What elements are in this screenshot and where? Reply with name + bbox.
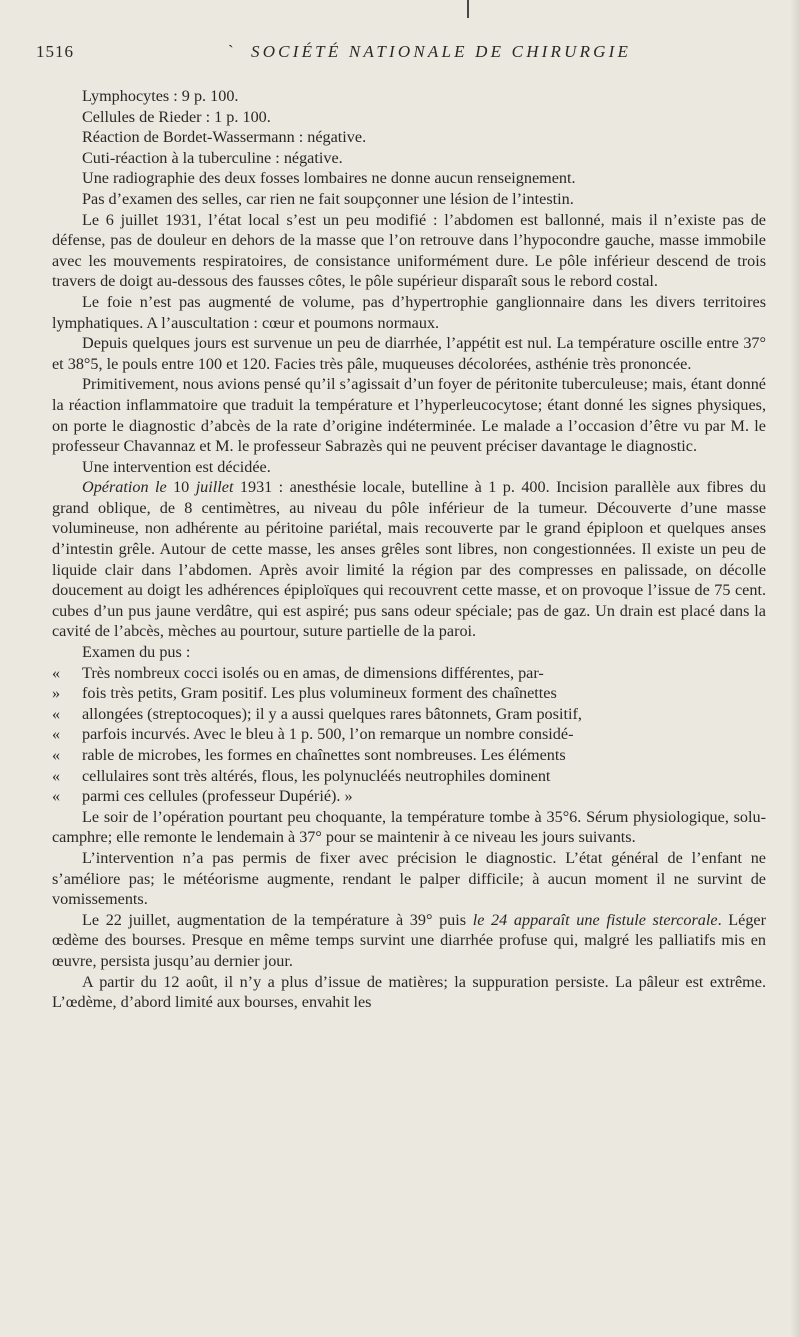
paragraph-primitivement: Primitivement, nous avions pensé qu’il s’agissait d’un foyer de péritonite tuberculeuse; mais, étant donné la réaction inflammatoire que traduit la température et l’hyperleucocytose; étant donné les signes physiques, on porte le diagnostic d’abcès de la rate d’origine indéterminée. Le malade a l’occasion d’être vu par M. le professeur Chavannaz et M. le professeur Sabrazès qui ne peuvent préciser davantage le diagnostic. [52, 375, 766, 456]
operation-year: 1931 [239, 478, 273, 497]
paragraph-lymphocytes: Lymphocytes : 9 p. 100. [82, 87, 239, 105]
paragraph-bordet: Réaction de Bordet-Wassermann : négative. [82, 128, 367, 147]
operation-lead-1: Opération le [82, 478, 167, 497]
paragraph-12-aout: A partir du 12 août, il n’y a plus d’issue de matières; la suppuration persiste. La pâleur est extrême. L’œdème, d’abord limité aux bourses, envahit les [52, 972, 766, 1012]
page-number: 1516 [36, 42, 74, 61]
paragraph-fistule [52, 910, 766, 972]
quote-text: fois très petits, Gram positif. Les plus volumineux forment des chaînettes [82, 684, 557, 703]
scan-mark [467, 0, 469, 18]
paragraph-selles: Pas d’examen des selles, car rien ne fait soupçonner une lésion de l’intestin. [82, 189, 574, 208]
pus-quote-line [52, 786, 766, 807]
quote-text: cellulaires sont très altérés, flous, les polynucléés neutrophiles dominent [82, 766, 551, 785]
running-title: SOCIÉTÉ NATIONALE DE CHIRURGIE [251, 42, 632, 61]
quote-mark: » [52, 684, 61, 703]
quote-text: parmi ces cellules (professeur Dupérié). » [82, 787, 353, 806]
quote-mark: « [52, 704, 61, 723]
header-mark: ` [228, 42, 235, 61]
paragraph-soir: Le soir de l’opération pourtant peu choquante, la température tombe à 35°6. Sérum physiologique, solu-camphre; elle remonte le lendemain à 37° pour se maintenir à ce niveau les jours suivants. [52, 807, 766, 847]
page-header [36, 42, 766, 66]
quote-mark: « [52, 766, 61, 785]
quote-mark: « [52, 746, 61, 764]
pus-quote-line [52, 766, 766, 787]
paragraph-intervention: Une intervention est décidée. [82, 457, 271, 476]
paragraph-operation [52, 477, 766, 642]
quote-mark: « [52, 725, 61, 744]
body-text [52, 86, 766, 1013]
paragraph-6-juillet: Le 6 juillet 1931, l’état local s’est un peu modifié : l’abdomen est ballonné, mais il n’existe pas de défense, pas de douleur en dehors de la masse que l’on retrouve dans l’hypocondre gauche, masse immobile avec les mouvements respiratoires, de consistance uniformément dure. Le pôle inférieur descend de trois travers de doigt au-dessous des fausses côtes, le pôle supérieur disparaît sous le rebord costal. [52, 210, 766, 291]
paragraph-foie: Le foie n’est pas augmenté de volume, pas d’hypertrophie ganglionnaire dans les divers territoires lymphatiques. A l’auscultation : cœur et poumons normaux. [52, 292, 766, 332]
paragraph-rieder: Cellules de Rieder : 1 p. 100. [82, 107, 271, 126]
pus-quote-line [52, 663, 766, 684]
paragraph-diagnostic: L’intervention n’a pas permis de fixer avec précision le diagnostic. L’état général de l’enfant ne s’améliore pas; le météorisme augmente, rendant le palper difficile; à aucun moment il ne survint de vomissements. [52, 848, 766, 909]
paragraph-diarrhee: Depuis quelques jours est survenue un peu de diarrhée, l’appétit est nul. La température oscille entre 37° et 38°5, le pouls entre 100 et 120. Facies très pâle, muqueuses décolorées, asthénie très prononcée. [52, 334, 766, 373]
quote-mark: « [52, 663, 61, 682]
fistule-italic: le 24 apparaît une fistule stercorale [472, 910, 718, 929]
quote-text: parfois incurvés. Avec le bleu à 1 p. 500, l’on remarque un nombre considé- [82, 725, 574, 744]
page-edge [790, 0, 800, 1337]
operation-lead-2: juillet [195, 478, 234, 497]
pus-exam-heading: Examen du pus : [82, 643, 191, 662]
pus-quote-line [52, 683, 766, 704]
quote-text: allongées (streptocoques); il y a aussi quelques rares bâtonnets, Gram positif, [82, 704, 582, 723]
pus-quote-line [52, 745, 766, 766]
quote-text: rable de microbes, les formes en chaînettes sont nombreuses. Les éléments [82, 746, 566, 764]
paragraph-radiographie: Une radiographie des deux fosses lombaires ne donne aucun renseignement. [82, 169, 576, 188]
pus-quote-line [52, 704, 766, 725]
fistule-after: . Léger œdème des bourses. Presque en même temps survint une diarrhée profuse qui, malgré les palliatifs mis en œuvre, persista jusqu’au dernier jour. [52, 910, 767, 970]
operation-text: : anesthésie locale, butelline à 1 p. 400. Incision parallèle aux fibres du grand oblique, de 8 centimètres, au niveau du pôle inférieur de la tumeur. Découverte d’une masse volumineuse, non adhérente au péritoine pariétal, mais recouverte par le grand épiploon et quelques anses d’intestin grêle. Autour de cette masse, les anses grêles sont libres, non congestionnées. Il existe un peu de liquide clair dans l’abdomen. Après avoir limité la région par des compresses en palissade, on décolle doucement au doigt les adhérences épiploïques qui recouvrent cette masse, et on provoque l’issue de 75 cent. cubes d’un pus jaune verdâtre, qui est aspiré; pus sans odeur spéciale; pas de gaz. Un drain est placé dans la cavité de l’abcès, mèches au pourtour, suture partielle de la paroi. [52, 478, 767, 641]
operation-day: 10 [173, 478, 190, 497]
paragraph-cuti: Cuti-réaction à la tuberculine : négative. [82, 148, 343, 167]
fistule-before: Le 22 juillet, augmentation de la température à 39° puis [82, 910, 473, 929]
quote-mark: « [52, 787, 61, 806]
quote-text: Très nombreux cocci isolés ou en amas, de dimensions différentes, par- [82, 663, 544, 682]
pus-quote-line [52, 724, 766, 745]
